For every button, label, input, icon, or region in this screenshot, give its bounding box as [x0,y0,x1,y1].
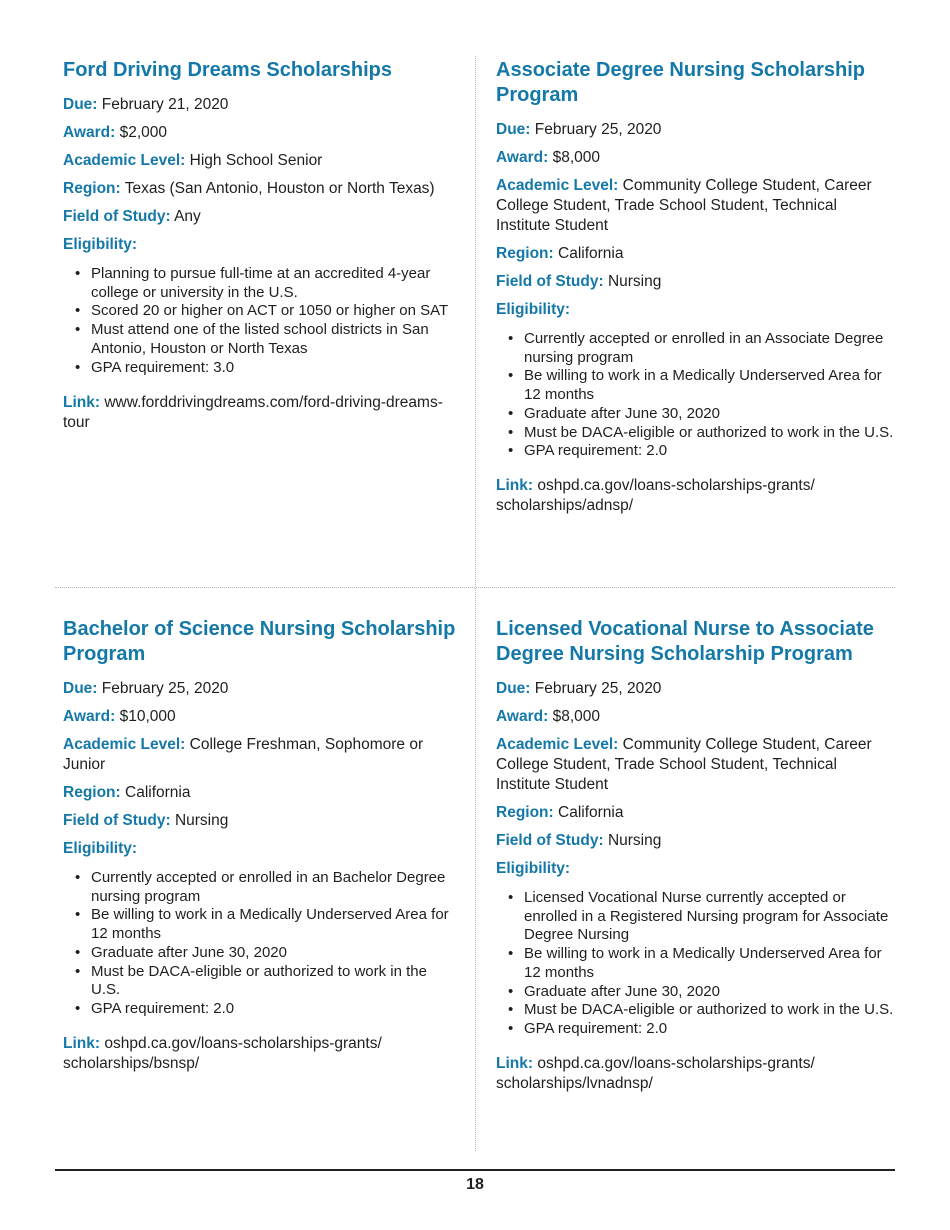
link-label: Link: [496,477,534,495]
eligibility-item: • Currently accepted or enrolled in an Associate Degree nursing program [524,330,894,367]
region-label: Region: [496,245,554,262]
region [496,803,894,823]
region [63,179,458,199]
due-date [63,679,458,699]
eligibility-item: • Must be DACA-eligible or authorized to work in the U.S. [91,963,458,1000]
eligibility-item: • Be willing to work in a Medically Underserved Area for 12 months [524,367,894,404]
footer-rule [55,1169,895,1171]
eligibility-item: • GPA requirement: 2.0 [91,1000,458,1019]
page-number: 18 [466,1176,484,1193]
link-label: Link: [63,1035,101,1053]
region-value: Texas (San Antonio, Houston or North Texas) [124,180,435,197]
link-label: Link: [496,1055,534,1073]
due-label: Due: [63,680,98,697]
scholarship-title: Licensed Vocational Nurse to Associate Degree Nursing Scholarship Program [496,618,874,665]
eligibility-list [63,265,458,377]
field-of-study [63,811,458,831]
scholarship-link [63,1034,458,1074]
field-of-study-label: Field of Study: [63,208,171,225]
eligibility-list [496,330,894,461]
award-value: $10,000 [119,708,176,725]
academic-level-label: Academic Level: [63,152,186,169]
due-label: Due: [496,680,531,697]
award-label: Award: [496,708,549,725]
academic-level-label: Academic Level: [496,177,619,194]
award [496,707,894,727]
field-of-study-label: Field of Study: [496,273,604,290]
eligibility-item: • GPA requirement: 2.0 [524,1020,894,1039]
award [63,123,458,143]
region-label: Region: [63,784,121,801]
scholarship-card-ford-driving-dreams [63,58,458,448]
eligibility-item: • Must be DACA-eligible or authorized to work in the U.S. [524,1001,894,1020]
due-date [496,120,894,140]
due-value: February 25, 2020 [534,121,662,138]
academic-level [496,735,894,795]
link-label: Link: [63,393,101,411]
eligibility-item: • Be willing to work in a Medically Underserved Area for 12 months [524,945,894,982]
field-of-study [63,207,458,227]
scholarship-card-lvnadnsp [496,617,894,1110]
eligibility-heading: Eligibility: [63,840,138,857]
field-of-study-label: Field of Study: [496,832,604,849]
region-label: Region: [496,804,554,821]
eligibility-item: • Graduate after June 30, 2020 [91,944,458,963]
eligibility-heading: Eligibility: [63,236,138,253]
award [63,707,458,727]
due-value: February 21, 2020 [101,96,229,113]
field-of-study-value: Nursing [607,832,662,849]
field-of-study-value: Nursing [607,273,662,290]
eligibility-heading: Eligibility: [496,301,571,318]
due-value: February 25, 2020 [101,680,229,697]
scholarship-title: Bachelor of Science Nursing Scholarship Program [63,618,456,665]
eligibility-list [496,889,894,1039]
link-url[interactable]: oshpd.ca.gov/loans-scholarships-grants/ scholarships/adnsp/ [496,477,815,515]
field-of-study [496,272,894,292]
link-url[interactable]: www.forddrivingdreams.com/ford-driving-dreams-tour [63,393,443,431]
eligibility-item: • GPA requirement: 2.0 [524,442,894,461]
eligibility-item: • Planning to pursue full-time at an accredited 4-year college or university in the U.S. [91,265,458,302]
eligibility-item: • Graduate after June 30, 2020 [524,983,894,1002]
field-of-study-label: Field of Study: [63,812,171,829]
region-value: California [558,245,624,262]
region-label: Region: [63,180,121,197]
field-of-study-value: Any [174,208,201,225]
due-label: Due: [496,121,531,138]
award-value: $2,000 [119,124,167,141]
award [496,148,894,168]
link-url[interactable]: oshpd.ca.gov/loans-scholarships-grants/ scholarships/lvnadnsp/ [496,1055,815,1093]
academic-level [63,735,458,775]
row-divider [55,587,895,588]
due-label: Due: [63,96,98,113]
academic-level-label: Academic Level: [496,736,619,753]
due-date [63,95,458,115]
eligibility-item: • GPA requirement: 3.0 [91,359,458,378]
eligibility-item: • Be willing to work in a Medically Underserved Area for 12 months [91,906,458,943]
academic-level-value: Community College Student, Career College Student, Trade School Student, Technical Institute Student [496,177,872,234]
due-date [496,679,894,699]
region-value: California [558,804,624,821]
award-label: Award: [496,149,549,166]
column-divider [475,56,476,1151]
field-of-study-value: Nursing [174,812,229,829]
scholarship-card-adnsp [496,58,894,532]
field-of-study [496,831,894,851]
academic-level-label: Academic Level: [63,736,186,753]
eligibility-item: • Licensed Vocational Nurse currently accepted or enrolled in a Registered Nursing program for Associate Degree Nursing [524,889,894,945]
region [496,244,894,264]
scholarship-link [496,1054,894,1094]
academic-level [496,176,894,236]
eligibility-heading: Eligibility: [496,860,571,877]
eligibility-item: • Must attend one of the listed school districts in San Antonio, Houston or North Texas [91,321,458,358]
scholarship-link [496,476,894,516]
region [63,783,458,803]
academic-level-value: Community College Student, Career College Student, Trade School Student, Technical Institute Student [496,736,872,793]
award-value: $8,000 [552,149,600,166]
region-value: California [125,784,191,801]
scholarship-card-bsnsp [63,617,458,1090]
academic-level-value: College Freshman, Sophomore or Junior [63,736,424,773]
eligibility-item: • Must be DACA-eligible or authorized to work in the U.S. [524,424,894,443]
eligibility-item: • Graduate after June 30, 2020 [524,405,894,424]
eligibility-item: • Currently accepted or enrolled in an Bachelor Degree nursing program [91,869,458,906]
scholarship-title: Ford Driving Dreams Scholarships [63,59,392,81]
scholarship-link [63,393,458,433]
academic-level [63,151,458,171]
scholarship-title: Associate Degree Nursing Scholarship Program [496,59,866,106]
award-value: $8,000 [552,708,600,725]
link-url[interactable]: oshpd.ca.gov/loans-scholarships-grants/ scholarships/bsnsp/ [63,1035,382,1073]
award-label: Award: [63,708,116,725]
award-label: Award: [63,124,116,141]
due-value: February 25, 2020 [534,680,662,697]
eligibility-list [63,869,458,1019]
eligibility-item: • Scored 20 or higher on ACT or 1050 or higher on SAT [91,302,458,321]
academic-level-value: High School Senior [189,152,323,169]
